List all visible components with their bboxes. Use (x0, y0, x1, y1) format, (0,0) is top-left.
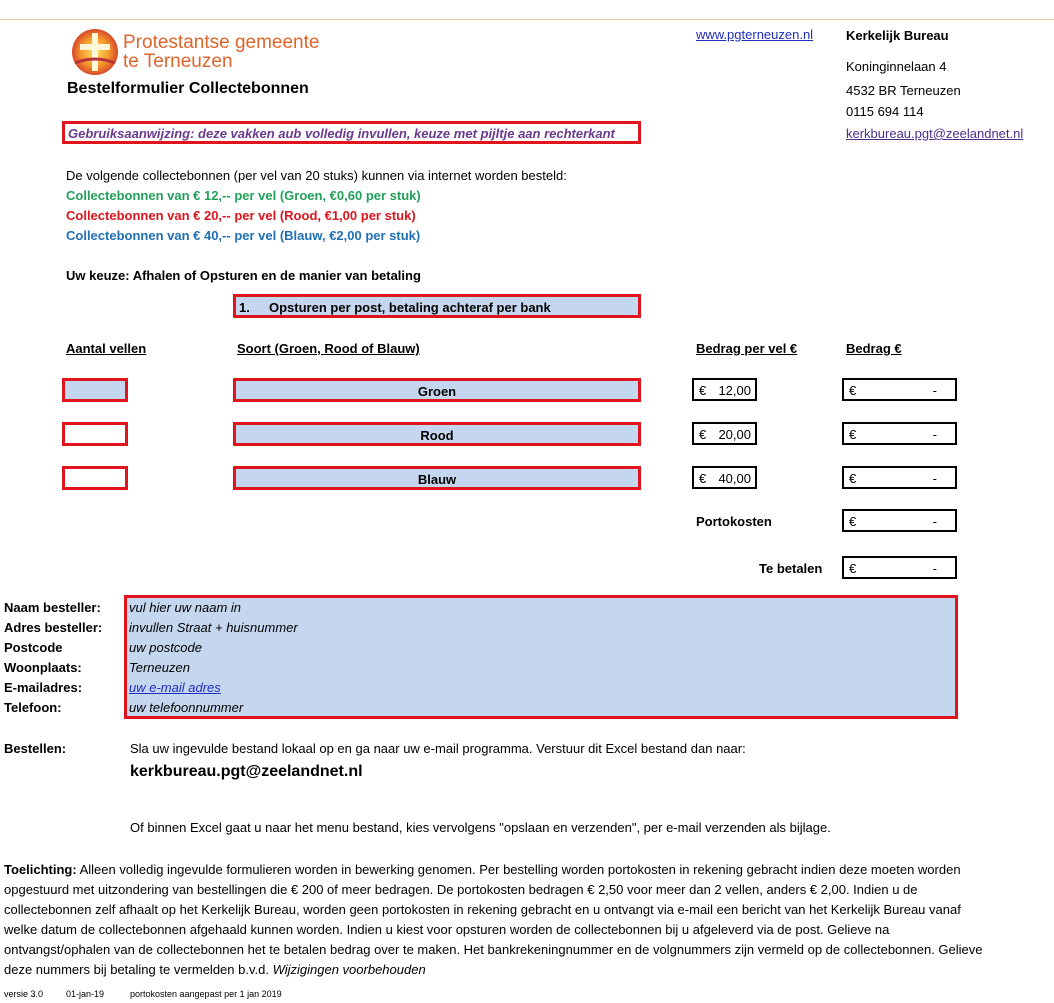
currency-symbol: € (699, 383, 707, 398)
office-city: 4532 BR Terneuzen (846, 83, 961, 98)
customer-details-box (124, 595, 958, 719)
currency-symbol: € (849, 561, 857, 576)
currency-symbol: € (699, 427, 707, 442)
amount-cell-blauw (842, 466, 957, 489)
label-email: E-mailadres: (4, 680, 83, 695)
amount-value: - (932, 427, 937, 442)
choice-label: Uw keuze: Afhalen of Opsturen en de manier van betaling (66, 268, 421, 283)
order-text: Sla uw ingevulde bestand lokaal op en ga naar uw e-mail programma. Verstuur dit Excel bestand dan naar: (130, 741, 746, 756)
header-price: Bedrag per vel € (696, 341, 798, 356)
header-type: Soort (Groen, Rood of Blauw) (237, 341, 420, 356)
price-value: 40,00 (718, 471, 751, 486)
office-phone: 0115 694 114 (846, 104, 924, 119)
total-label: Te betalen (759, 561, 823, 576)
price-value: 20,00 (718, 427, 751, 442)
instructions-text: Gebruiksaanwijzing: deze vakken aub volledig invullen, keuze met pijltje aan rechterkant (68, 126, 615, 141)
shipping-cell (842, 509, 957, 532)
qty-input-blauw[interactable] (62, 466, 128, 490)
price-cell-blauw (692, 466, 757, 489)
city-input[interactable]: Terneuzen (129, 660, 190, 675)
type-value: Groen (417, 384, 457, 399)
notes-paragraph (4, 860, 994, 980)
address-input[interactable]: invullen Straat + huisnummer (129, 620, 298, 635)
qty-input-groen[interactable] (62, 378, 128, 402)
form-title: Bestelformulier Collectebonnen (67, 80, 309, 97)
label-name: Naam besteller: (4, 600, 101, 615)
office-name: Kerkelijk Bureau (846, 28, 949, 43)
order-email: kerkbureau.pgt@zeelandnet.nl (130, 763, 363, 780)
total-cell (842, 556, 957, 579)
price-red: Collectebonnen van € 20,-- per vel (Rood, €1,00 per stuk) (66, 208, 416, 223)
type-value: Rood (420, 428, 454, 443)
currency-symbol: € (849, 427, 857, 442)
amount-cell-rood (842, 422, 957, 445)
shipping-label: Portokosten (696, 514, 772, 529)
label-city: Woonplaats: (4, 660, 82, 675)
type-select-rood[interactable] (233, 422, 641, 446)
shipping-value: - (932, 514, 937, 529)
footer-date: 01-jan-19 (66, 989, 105, 999)
price-green: Collectebonnen van € 12,-- per vel (Groen, €0,60 per stuk) (66, 188, 421, 203)
intro-line: De volgende collectebonnen (per vel van 20 stuks) kunnen via internet worden besteld: (66, 168, 567, 183)
type-value: Blauw (417, 472, 457, 487)
label-address: Adres besteller: (4, 620, 103, 635)
logo-line2: te Terneuzen (123, 51, 233, 72)
top-border (0, 19, 1054, 20)
notes-label: Toelichting: (4, 862, 77, 877)
notes-disclaimer: Wijzigingen voorbehouden (272, 962, 426, 977)
logo-line1: Protestantse gemeente (123, 32, 320, 53)
footer-version: versie 3.0 (4, 989, 44, 999)
qty-input-rood[interactable] (62, 422, 128, 446)
type-select-groen[interactable] (233, 378, 641, 402)
price-blue: Collectebonnen van € 40,-- per vel (Blauw, €2,00 per stuk) (66, 228, 421, 243)
price-value: 12,00 (718, 383, 751, 398)
label-phone: Telefoon: (4, 700, 62, 715)
currency-symbol: € (849, 471, 857, 486)
order-alt-text: Of binnen Excel gaat u naar het menu bestand, kies vervolgens "opslaan en verzenden", per e-mail verzenden als bijlage. (130, 820, 831, 835)
choice-number: 1. (239, 300, 250, 315)
currency-symbol: € (699, 471, 707, 486)
price-cell-rood (692, 422, 757, 445)
label-postcode: Postcode (4, 640, 63, 655)
website-link[interactable]: www.pgterneuzen.nl (696, 27, 814, 42)
instructions-box (62, 121, 641, 144)
currency-symbol: € (849, 383, 857, 398)
email-input[interactable]: uw e-mail adres (129, 680, 221, 695)
phone-input[interactable]: uw telefoonnummer (129, 700, 244, 715)
amount-value: - (932, 383, 937, 398)
currency-symbol: € (849, 514, 857, 529)
delivery-choice-select[interactable] (233, 294, 641, 318)
order-label: Bestellen: (4, 741, 67, 756)
church-logo-icon (71, 27, 119, 77)
amount-value: - (932, 471, 937, 486)
total-value: - (932, 561, 937, 576)
price-cell-groen (692, 378, 757, 401)
choice-value: Opsturen per post, betaling achteraf per bank (269, 300, 551, 315)
office-email-link[interactable]: kerkbureau.pgt@zeelandnet.nl (846, 126, 1024, 141)
footer-note: portokosten aangepast per 1 jan 2019 (130, 989, 282, 999)
header-qty: Aantal vellen (66, 341, 147, 356)
postcode-input[interactable]: uw postcode (129, 640, 202, 655)
header-amount: Bedrag € (846, 341, 902, 356)
type-select-blauw[interactable] (233, 466, 641, 490)
name-input[interactable]: vul hier uw naam in (129, 600, 241, 615)
notes-text: Alleen volledig ingevulde formulieren worden in bewerking genomen. Per bestelling worden portokosten in rekening gebracht indien deze moeten worden opgestuurd met uitzondering van bestellingen die € 200 of meer bedragen. De portokosten bedragen € 2,50 voor meer dan 2 vellen, anders € 2,00. Indien u de collectebonnen zelf afhaalt op het Kerkelijk Bureau, worden geen portokosten in rekening gebracht en u ontvangt via e-mail een bericht van het Kerkelijk Bureau vanaf welke datum de collectebonnen afgehaald kunnen worden. Indien u kiest voor opsturen worden de collectebonnen bij u afgeleverd via de post. Gelieve na ontvangst/ophalen van de collectebonnen het te betalen bedrag over te maken. Het bankrekeningnummer en de volgnummers zijn vermeld op de collectebonnen. Gelieve deze nummers bij betaling te vermelden b.v.d. (4, 862, 983, 977)
amount-cell-groen (842, 378, 957, 401)
office-street: Koninginnelaan 4 (846, 59, 947, 74)
